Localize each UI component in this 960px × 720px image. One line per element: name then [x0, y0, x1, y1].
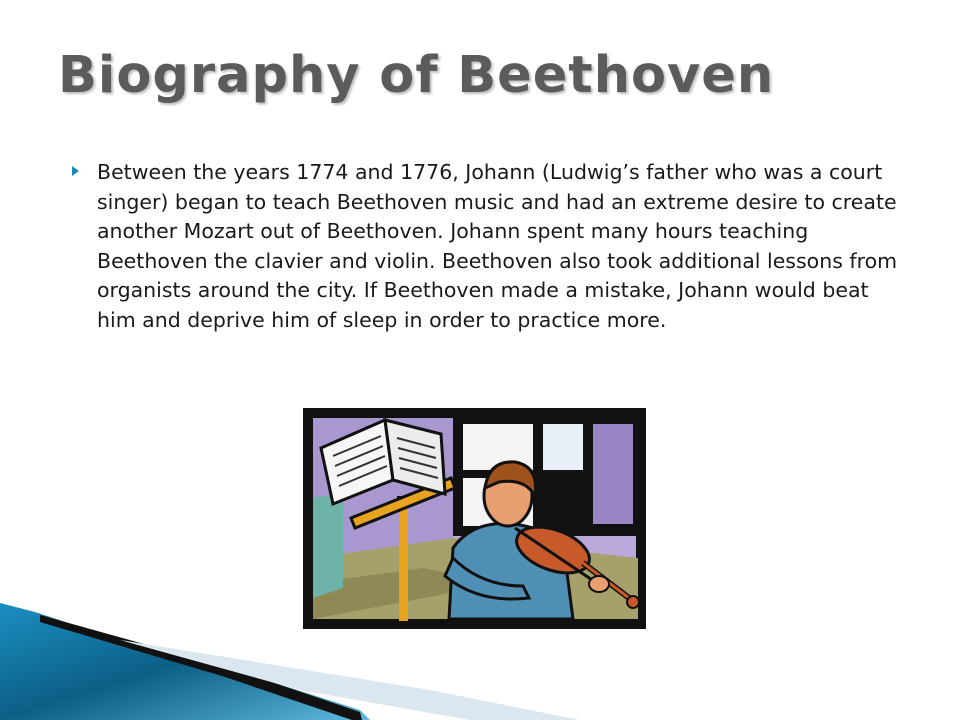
bullet-arrow-icon [72, 166, 79, 176]
violin-player-picture [303, 408, 646, 629]
slide-title: Biography of Beethoven [58, 46, 775, 105]
slide-body [72, 158, 902, 335]
bullet-text: Between the years 1774 and 1776, Johann (Ludwig’s father who was a court singer) began to teach Beethoven music and had an extreme desire to create another Mozart out of Beethoven. Johann spent many hours teaching Beethoven the clavier and violin. Beethoven also took additional lessons from organists around the city. If Beethoven made a mistake, Johann would beat him and deprive him of sleep in order to practice more. [97, 160, 898, 332]
bullet-item [72, 158, 902, 335]
